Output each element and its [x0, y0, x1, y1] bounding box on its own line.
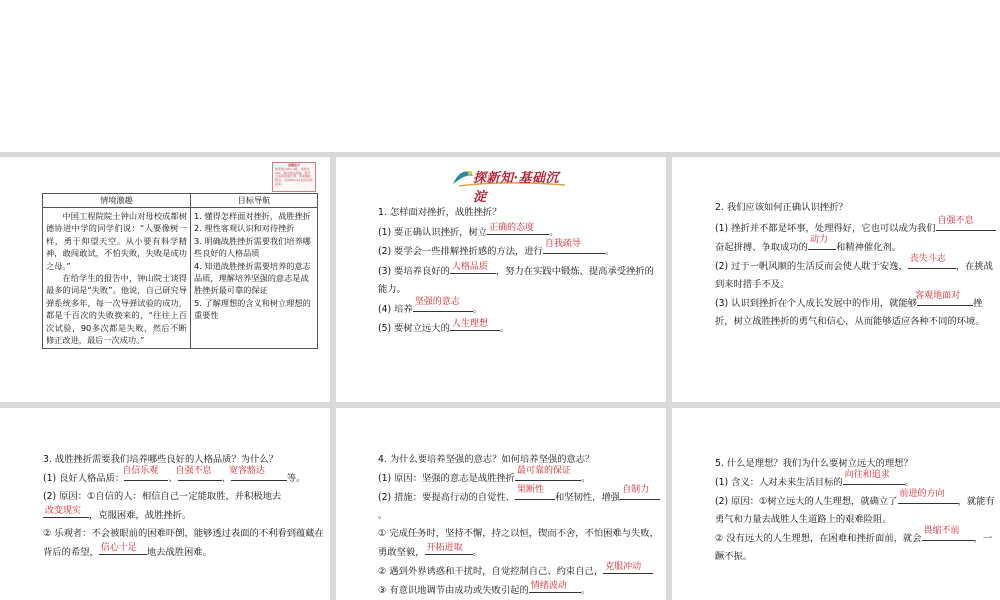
slide-4[interactable] — [0, 408, 330, 600]
situation-paragraph-1: 中国工程院院士钟山对母校成都树德协进中学的同学们说：“人要像树一样，勇于仰望天空。从小要有科学精神，敢闯敢试，不怕失败，失败是成功之母。” — [46, 211, 187, 271]
answer-text: 信心十足 — [100, 543, 137, 553]
header-goals: 目标导航 — [191, 194, 318, 208]
blank-field[interactable] — [487, 223, 549, 235]
answer-text: 自信乐观 — [122, 466, 159, 476]
goal-item: 3. 明确战胜挫折需要我们培养哪些良好的人格品质 — [194, 235, 311, 259]
section-banner — [449, 166, 569, 205]
answer-text: 自强不息 — [175, 466, 212, 476]
goal-item: 1. 懂得怎样面对挫折，战胜挫折 — [194, 211, 311, 221]
answer-line-1: (1) 挫折并不都是坏事，处理得好，它也可以成为我们 自强不息 奋起拼搏、争取成功的 动力 和精神催化剂。 — [715, 219, 1000, 257]
answer-line-3: ② 乐观者：不会被眼前的困难吓倒，能够透过表面的不利看到蕴藏在背后的希望， 信心十足 地去战胜困难。 — [43, 528, 324, 558]
blank-field[interactable] — [936, 216, 996, 231]
answer-text: 最可靠的保证 — [516, 466, 571, 476]
blank-field[interactable] — [915, 291, 973, 306]
slide-3[interactable] — [672, 157, 1000, 402]
header-situation: 情境激趣 — [43, 194, 191, 208]
blank-field[interactable] — [122, 466, 168, 481]
blank-field[interactable] — [843, 470, 905, 485]
blank-field[interactable] — [228, 466, 287, 481]
blank-field[interactable] — [515, 485, 555, 500]
banner-title: 探新知·基础沉淀 — [473, 171, 560, 205]
slide-1[interactable] — [0, 157, 330, 402]
answer-line-1: (1) 要正确认识挫折，树立 正确的态度 。 — [378, 222, 559, 238]
answer-text: 自制力 — [622, 485, 650, 495]
blank-field[interactable] — [529, 581, 581, 593]
question-5: 5. 什么是理想？我们为什么要树立远大的理想？ — [715, 458, 913, 469]
answer-line-2: (2) 原因：①树立远大的人生理想，就确立了 前进的方向 ，就能有勇气和力量去战胜人生道路上的艰难险阻。 — [715, 489, 995, 525]
blank-field[interactable] — [425, 543, 473, 555]
slide-2-content — [378, 204, 658, 339]
answer-line-3: (3) 认识到挫折在个人成长发展中的作用，就能够 客观地面对 挫折，树立战胜挫折的勇气和信心，从而能够适应各种不同的环境。 — [715, 291, 985, 327]
answer-text: 自强不息 — [937, 216, 974, 226]
slide-6-content — [715, 455, 1000, 566]
blank-field[interactable] — [620, 485, 660, 500]
answer-text: 宽容豁达 — [228, 466, 265, 476]
answer-line-1: (1) 原因：坚强的意志是战胜挫折 最可靠的保证 。 — [378, 466, 591, 484]
blank-field[interactable] — [808, 235, 836, 250]
answer-line-5: ③ 有意识地调节由成功或失败引起的 情绪波动 。 — [378, 581, 591, 596]
answer-line-1: (1) 含义：人对未来生活目标的 向往和追求 。 — [715, 470, 914, 488]
situation-paragraph-2: 在给学生的报告中，钟山院士谈得最多的词是“失败”。他说，自己研究导弹系统多年，每一次导弹试验的成功，都是千百次的失败换来的，“往往上百次试验，90多次都是失败，然后不断修正改进，最后一次成功。” — [46, 273, 187, 346]
answer-text: 果断性 — [516, 485, 544, 495]
guide-table — [42, 193, 318, 349]
tip-note-title: 温馨提示 — [287, 163, 300, 167]
tip-note — [272, 162, 316, 192]
goals-cell — [191, 208, 318, 349]
answer-text: 丧失斗志 — [909, 254, 946, 264]
slide-3-content — [715, 199, 1000, 331]
answer-text: 改变现实 — [45, 506, 82, 516]
answer-line-3: ① 完成任务时，坚持不懈，持之以恒，锲而不舍，不怕困难与失败，勇敢坚毅， 开拓进取 。 — [378, 528, 659, 558]
answer-text: 前进的方向 — [899, 489, 945, 499]
answer-line-2: (2) 措施：要提高行动的自觉性、 果断性 和坚韧性，增强 自制力 。 — [378, 488, 666, 525]
blank-field[interactable] — [908, 254, 956, 269]
answer-line-2: (2) 要学会一些排解挫折感的方法，进行 自我疏导 。 — [378, 239, 615, 257]
answer-line-2: (2) 过于一帆风顺的生活反而会使人耽于安逸， 丧失斗志 ，在挑战到来时措手不及。 — [715, 254, 993, 290]
answer-text: 客观地面对 — [915, 291, 961, 301]
answer-line-2: (2) 原因：①自信的人：相信自己一定能取胜，并积极地去 改变现实 ，克服困难，战胜挫折。 — [43, 491, 282, 521]
answer-text: 畏缩不前 — [923, 526, 960, 536]
blank-field[interactable] — [898, 489, 958, 504]
blank-field[interactable] — [543, 239, 605, 254]
blank-field[interactable] — [43, 506, 89, 518]
blank-field[interactable] — [450, 319, 500, 331]
answer-text: 坚强的意志 — [414, 296, 460, 307]
answer-text: 人生理想 — [451, 319, 488, 329]
answer-text: 自我疏导 — [544, 239, 581, 249]
situation-cell — [43, 208, 191, 349]
goal-item: 2. 理性客观认识和对待挫折 — [194, 223, 295, 234]
goal-item: 4. 知道战胜挫折需要培养的意志品质，理解培养坚强的意志是战胜挫折最可靠的保证 — [194, 260, 311, 296]
answer-line-1: (1) 良好人格品质： 自信乐观 、 自强不息 、 宽容豁达 等。 — [43, 466, 306, 484]
answer-line-5: (5) 要树立远大的 人生理想 。 — [378, 319, 510, 334]
answer-line-4: (4) 培养 坚强的意志 。 — [378, 296, 483, 315]
slide-5-content — [378, 451, 666, 600]
answer-text: 人格品质 — [451, 261, 488, 272]
blank-field[interactable] — [922, 526, 974, 541]
blank-field[interactable] — [450, 262, 496, 274]
slide-2[interactable] — [336, 157, 666, 402]
question-3: 3. 战胜挫折需要我们培养哪些良好的人格品质？为什么？ — [43, 454, 278, 465]
slide-4-content — [43, 451, 328, 562]
slide-6[interactable] — [672, 408, 1000, 600]
answer-line-4: ② 遇到外界诱惑和干扰时，自觉控制自己、约束自己， 克服冲动 — [378, 562, 666, 581]
goal-item: 5. 了解理想的含义和树立理想的重要性 — [194, 297, 311, 321]
slide-5[interactable] — [336, 408, 666, 600]
tip-note-text: 此套题为Word版，请按住Ctrl，滑动鼠标滚轴，调节合适的观看比例，答案解析附后。关闭Word文档返回原板块。 — [275, 166, 313, 186]
answer-text: 情绪波动 — [530, 581, 567, 591]
blank-field[interactable] — [99, 543, 147, 555]
question-1: 1. 怎样面对挫折，战胜挫折？ — [378, 207, 502, 218]
blank-field[interactable] — [175, 466, 222, 481]
answer-text: 动力 — [809, 235, 828, 245]
question-2: 2. 我们应该如何正确认识挫折？ — [715, 202, 848, 213]
answer-text: 克服冲动 — [605, 562, 642, 572]
answer-text: 向往和追求 — [844, 470, 890, 480]
blank-field[interactable] — [413, 296, 473, 312]
answer-line-3: (3) 要培养良好的 人格品质 ，努力在实践中锻炼、提高承受挫折的能力。 — [378, 261, 654, 295]
question-4: 4. 为什么要培养坚强的意志？如何培养坚强的意志？ — [378, 454, 595, 465]
blank-field[interactable] — [603, 562, 653, 574]
answer-text: 开拓进取 — [426, 543, 463, 553]
answer-text: 正确的态度 — [489, 222, 535, 233]
answer-line-3: ② 没有远大的人生理想，在困难和挫折面前，就会 畏缩不前 ，一蹶不振。 — [715, 526, 993, 562]
blank-field[interactable] — [515, 466, 581, 481]
